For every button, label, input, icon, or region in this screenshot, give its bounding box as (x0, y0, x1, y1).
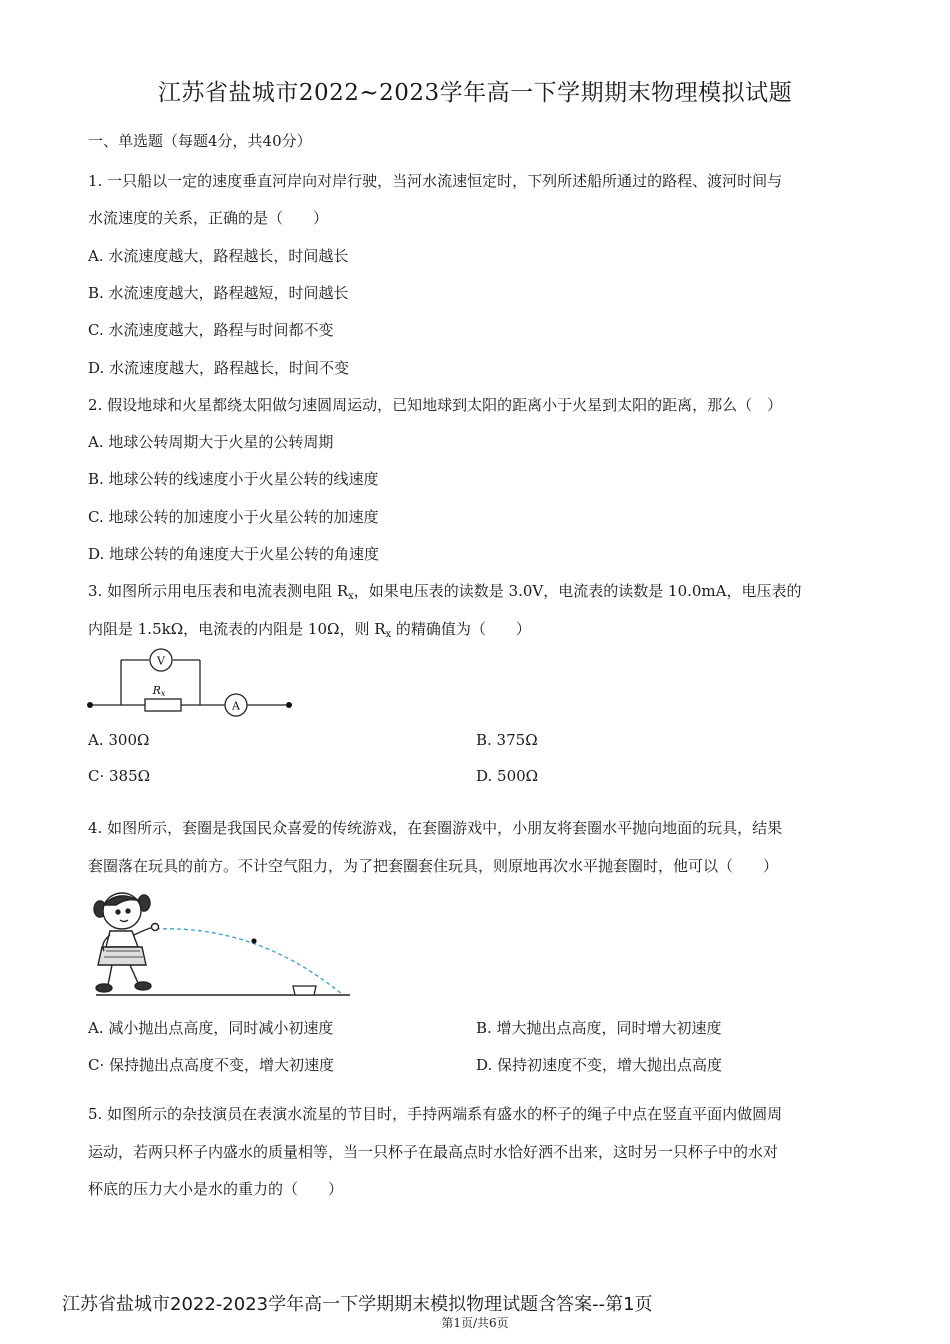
q3-option-c: C· 385Ω (88, 767, 151, 785)
circuit-diagram (85, 645, 305, 721)
q1-option-d: D. 水流速度越大，路程越长，时间不变 (88, 359, 350, 377)
q2-option-c: C. 地球公转的加速度小于火星公转的加速度 (88, 508, 379, 526)
voltmeter-label: V (157, 654, 165, 668)
ammeter-label: A (232, 699, 240, 713)
terminal-left (87, 702, 93, 708)
q5-stem-line2: 运动，若两只杯子内盛水的质量相等，当一只杯子在最高点时水恰好洒不出来，这时另一只杯子中的水对 (88, 1143, 779, 1161)
q4-option-c: C· 保持抛出点高度不变，增大初速度 (88, 1056, 335, 1074)
child-icon (94, 893, 159, 992)
q2-option-b: B. 地球公转的线速度小于火星公转的线速度 (88, 470, 379, 488)
footer-page-number: 第1页/共6页 (441, 1316, 509, 1330)
q3-option-a: A. 300Ω (88, 731, 150, 749)
q3-stem-line2: 内阻是 1.5kΩ，电流表的内阻是 10Ω，则 $R_x$ 的精确值为（ ） (88, 620, 531, 640)
q5-stem-line1: 5. 如图所示的杂技演员在表演水流星的节目时，手持两端系有盛水的杯子的绳子中点在竖直平面内做圆周 (88, 1105, 783, 1123)
ring-toss-illustration (88, 885, 358, 1001)
q4-stem-line2: 套圈落在玩具的前方。不计空气阻力，为了把套圈套住玩具，则原地再次水平抛套圈时，他可以（ ） (88, 857, 779, 875)
q1-option-a: A. 水流速度越大，路程越长，时间越长 (88, 247, 349, 265)
q2-option-a: A. 地球公转周期大于火星的公转周期 (88, 433, 334, 451)
terminal-right (286, 702, 292, 708)
q2-stem-line1: 2. 假设地球和火星都绕太阳做匀速圆周运动，已知地球到太阳的距离小于火星到太阳的距离，那么（ ） (88, 396, 783, 414)
q4-option-a: A. 减小抛出点高度，同时减小初速度 (88, 1019, 334, 1037)
q2-option-d: D. 地球公转的角速度大于火星公转的角速度 (88, 545, 380, 563)
page-title: 江苏省盐城市2022~2023学年高一下学期期末物理模拟试题 (157, 80, 793, 106)
toy-icon (293, 986, 316, 995)
ring-position-dot (251, 938, 256, 943)
footer-document-title: 江苏省盐城市2022-2023学年高一下学期期末模拟物理试题含答案--第1页 (62, 1294, 653, 1315)
q1-stem-line1: 1. 一只船以一定的速度垂直河岸向对岸行驶，当河水流速恒定时，下列所述船所通过的路程、渡河时间与 (88, 172, 783, 190)
q4-option-b: B. 增大抛出点高度，同时增大初速度 (476, 1019, 722, 1037)
resistor-label: Rx (152, 684, 166, 698)
q3-stem-line1: 3. 如图所示用电压表和电流表测电阻 $R_x$，如果电压表的读数是 3.0V，电流表的读数是 10.0mA，电压表的 (88, 582, 802, 602)
q4-option-d: D. 保持初速度不变，增大抛出点高度 (476, 1056, 723, 1074)
q3-option-b: B. 375Ω (476, 731, 538, 749)
q1-option-c: C. 水流速度越大，路程与时间都不变 (88, 321, 334, 339)
q1-stem-line2: 水流速度的关系，正确的是（ ） (88, 209, 329, 227)
q3-option-d: D. 500Ω (476, 767, 539, 785)
q4-stem-line1: 4. 如图所示，套圈是我国民众喜爱的传统游戏，在套圈游戏中，小朋友将套圈水平抛向地面的玩具，结果 (88, 819, 783, 837)
q5-stem-line3: 杯底的压力大小是水的重力的（ ） (88, 1180, 344, 1198)
q1-option-b: B. 水流速度越大，路程越短，时间越长 (88, 284, 349, 302)
section-heading: 一、单选题（每题4分，共40分） (88, 132, 312, 150)
